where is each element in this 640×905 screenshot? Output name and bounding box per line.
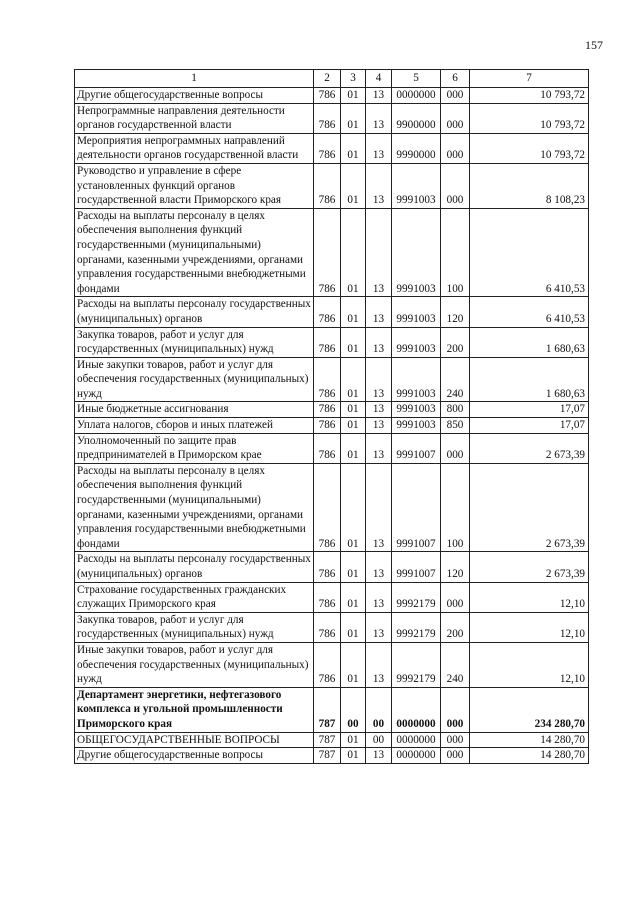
expense-type-cell: 000: [441, 687, 470, 732]
ministry-code-cell: 787: [314, 687, 341, 732]
target-article-cell: 9991003: [392, 163, 441, 208]
target-article-cell: 9991003: [392, 357, 441, 402]
section-code-cell: 01: [341, 732, 366, 748]
section-code-cell: 01: [341, 642, 366, 687]
subsection-code-cell: 13: [366, 163, 392, 208]
item-name-cell: Расходы на выплаты персоналу в целях обеспечения выполнения функций государственными (муниципальными) органами, казенными учреждениями, органами управления государственными внебюджетными фондами: [75, 463, 314, 552]
subsection-code-cell: 13: [366, 642, 392, 687]
amount-cell: 1 680,63: [470, 357, 589, 402]
page-number: 157: [585, 38, 603, 52]
table-row: [75, 748, 589, 764]
ministry-code-cell: 786: [314, 357, 341, 402]
subsection-code-cell: 13: [366, 297, 392, 327]
target-article-cell: 9991003: [392, 418, 441, 434]
target-article-cell: 0000000: [392, 748, 441, 764]
table-row: [75, 732, 589, 748]
item-name-cell: Страхование государственных гражданских служащих Приморского края: [75, 582, 314, 612]
item-name-cell: Иные закупки товаров, работ и услуг для обеспечения государственных (муниципальных) нужд: [75, 357, 314, 402]
section-code-cell: 01: [341, 88, 366, 104]
subsection-code-cell: 13: [366, 748, 392, 764]
item-name-cell: ОБЩЕГОСУДАРСТВЕННЫЕ ВОПРОСЫ: [75, 732, 314, 748]
subsection-code-cell: 13: [366, 402, 392, 418]
column-header: 5: [392, 70, 441, 88]
target-article-cell: 9991003: [392, 297, 441, 327]
item-name-cell: Закупка товаров, работ и услуг для государственных (муниципальных) нужд: [75, 612, 314, 642]
item-name-cell: Уполномоченный по защите прав предпринимателей в Приморском крае: [75, 433, 314, 463]
ministry-code-cell: 786: [314, 418, 341, 434]
ministry-code-cell: 787: [314, 732, 341, 748]
section-code-cell: 01: [341, 133, 366, 163]
column-header: 6: [441, 70, 470, 88]
expense-type-cell: 000: [441, 88, 470, 104]
table-row: [75, 133, 589, 163]
item-name-cell: Непрограммные направления деятельности органов государственной власти: [75, 103, 314, 133]
section-code-cell: 01: [341, 357, 366, 402]
item-name-cell: Иные закупки товаров, работ и услуг для обеспечения государственных (муниципальных) нужд: [75, 642, 314, 687]
ministry-code-cell: 786: [314, 208, 341, 297]
section-code-cell: 01: [341, 433, 366, 463]
ministry-code-cell: 786: [314, 433, 341, 463]
subsection-code-cell: 13: [366, 88, 392, 104]
ministry-code-cell: 786: [314, 642, 341, 687]
target-article-cell: 9992179: [392, 642, 441, 687]
item-name-cell: Другие общегосударственные вопросы: [75, 748, 314, 764]
ministry-code-cell: 786: [314, 612, 341, 642]
ministry-code-cell: 786: [314, 88, 341, 104]
table-row: [75, 582, 589, 612]
section-code-cell: 01: [341, 463, 366, 552]
table-row: [75, 357, 589, 402]
target-article-cell: 9991007: [392, 552, 441, 582]
ministry-code-cell: 786: [314, 402, 341, 418]
amount-cell: 12,10: [470, 642, 589, 687]
table-row: [75, 552, 589, 582]
section-code-cell: 01: [341, 582, 366, 612]
item-name-cell: Расходы на выплаты персоналу государственных (муниципальных) органов: [75, 297, 314, 327]
target-article-cell: 0000000: [392, 88, 441, 104]
item-name-cell: Департамент энергетики, нефтегазового комплекса и угольной промышленности Приморского края: [75, 687, 314, 732]
table-row: [75, 208, 589, 297]
ministry-code-cell: 786: [314, 327, 341, 357]
item-name-cell: Расходы на выплаты персоналу государственных (муниципальных) органов: [75, 552, 314, 582]
target-article-cell: 9992179: [392, 612, 441, 642]
amount-cell: 14 280,70: [470, 732, 589, 748]
expense-type-cell: 000: [441, 433, 470, 463]
section-code-cell: 01: [341, 327, 366, 357]
section-code-cell: 01: [341, 163, 366, 208]
expense-type-cell: 000: [441, 103, 470, 133]
item-name-cell: Уплата налогов, сборов и иных платежей: [75, 418, 314, 434]
expense-type-cell: 000: [441, 582, 470, 612]
section-code-cell: 01: [341, 418, 366, 434]
subsection-code-cell: 13: [366, 357, 392, 402]
amount-cell: 14 280,70: [470, 748, 589, 764]
table-row: [75, 297, 589, 327]
table-row: [75, 687, 589, 732]
table-row: [75, 642, 589, 687]
ministry-code-cell: 786: [314, 463, 341, 552]
subsection-code-cell: 00: [366, 732, 392, 748]
subsection-code-cell: 13: [366, 327, 392, 357]
table-row: [75, 463, 589, 552]
expense-type-cell: 000: [441, 732, 470, 748]
subsection-code-cell: 13: [366, 552, 392, 582]
table-row: [75, 163, 589, 208]
target-article-cell: 9991003: [392, 327, 441, 357]
expense-type-cell: 850: [441, 418, 470, 434]
target-article-cell: 9991007: [392, 433, 441, 463]
expense-type-cell: 100: [441, 208, 470, 297]
table-row: [75, 327, 589, 357]
subsection-code-cell: 13: [366, 418, 392, 434]
section-code-cell: 00: [341, 687, 366, 732]
item-name-cell: Руководство и управление в сфере установленных функций органов государственной власти Приморского края: [75, 163, 314, 208]
budget-table: [74, 69, 589, 764]
table-row: [75, 88, 589, 104]
section-code-cell: 01: [341, 208, 366, 297]
amount-cell: 17,07: [470, 402, 589, 418]
table-row: [75, 612, 589, 642]
amount-cell: 10 793,72: [470, 88, 589, 104]
item-name-cell: Закупка товаров, работ и услуг для государственных (муниципальных) нужд: [75, 327, 314, 357]
table-row: [75, 418, 589, 434]
target-article-cell: 0000000: [392, 732, 441, 748]
target-article-cell: 9900000: [392, 103, 441, 133]
amount-cell: 10 793,72: [470, 103, 589, 133]
target-article-cell: 0000000: [392, 687, 441, 732]
amount-cell: 12,10: [470, 582, 589, 612]
ministry-code-cell: 786: [314, 552, 341, 582]
table-row: [75, 103, 589, 133]
section-code-cell: 01: [341, 612, 366, 642]
section-code-cell: 01: [341, 552, 366, 582]
amount-cell: 17,07: [470, 418, 589, 434]
expense-type-cell: 120: [441, 552, 470, 582]
expense-type-cell: 000: [441, 748, 470, 764]
expense-type-cell: 200: [441, 612, 470, 642]
target-article-cell: 9991007: [392, 463, 441, 552]
column-header: 7: [470, 70, 589, 88]
ministry-code-cell: 787: [314, 748, 341, 764]
amount-cell: 2 673,39: [470, 552, 589, 582]
section-code-cell: 01: [341, 103, 366, 133]
subsection-code-cell: 13: [366, 208, 392, 297]
item-name-cell: Иные бюджетные ассигнования: [75, 402, 314, 418]
expense-type-cell: 120: [441, 297, 470, 327]
header-row: [75, 70, 589, 88]
item-name-cell: Мероприятия непрограммных направлений деятельности органов государственной власти: [75, 133, 314, 163]
amount-cell: 12,10: [470, 612, 589, 642]
subsection-code-cell: 13: [366, 133, 392, 163]
section-code-cell: 01: [341, 748, 366, 764]
subsection-code-cell: 00: [366, 687, 392, 732]
target-article-cell: 9990000: [392, 133, 441, 163]
subsection-code-cell: 13: [366, 433, 392, 463]
amount-cell: 6 410,53: [470, 297, 589, 327]
column-header: 3: [341, 70, 366, 88]
subsection-code-cell: 13: [366, 612, 392, 642]
amount-cell: 2 673,39: [470, 463, 589, 552]
ministry-code-cell: 786: [314, 297, 341, 327]
column-header: 2: [314, 70, 341, 88]
amount-cell: 234 280,70: [470, 687, 589, 732]
ministry-code-cell: 786: [314, 163, 341, 208]
target-article-cell: 9991003: [392, 208, 441, 297]
ministry-code-cell: 786: [314, 103, 341, 133]
column-header: 1: [75, 70, 314, 88]
target-article-cell: 9991003: [392, 402, 441, 418]
expense-type-cell: 800: [441, 402, 470, 418]
expense-type-cell: 000: [441, 133, 470, 163]
section-code-cell: 01: [341, 402, 366, 418]
subsection-code-cell: 13: [366, 103, 392, 133]
table-row: [75, 433, 589, 463]
subsection-code-cell: 13: [366, 463, 392, 552]
expense-type-cell: 240: [441, 357, 470, 402]
target-article-cell: 9992179: [392, 582, 441, 612]
amount-cell: 10 793,72: [470, 133, 589, 163]
ministry-code-cell: 786: [314, 582, 341, 612]
expense-type-cell: 200: [441, 327, 470, 357]
subsection-code-cell: 13: [366, 582, 392, 612]
ministry-code-cell: 786: [314, 133, 341, 163]
item-name-cell: Расходы на выплаты персоналу в целях обеспечения выполнения функций государственными (муниципальными) органами, казенными учреждениями, органами управления государственными внебюджетными фондами: [75, 208, 314, 297]
amount-cell: 8 108,23: [470, 163, 589, 208]
section-code-cell: 01: [341, 297, 366, 327]
amount-cell: 2 673,39: [470, 433, 589, 463]
expense-type-cell: 240: [441, 642, 470, 687]
expense-type-cell: 000: [441, 163, 470, 208]
table-row: [75, 402, 589, 418]
amount-cell: 6 410,53: [470, 208, 589, 297]
expense-type-cell: 100: [441, 463, 470, 552]
amount-cell: 1 680,63: [470, 327, 589, 357]
item-name-cell: Другие общегосударственные вопросы: [75, 88, 314, 104]
column-header: 4: [366, 70, 392, 88]
